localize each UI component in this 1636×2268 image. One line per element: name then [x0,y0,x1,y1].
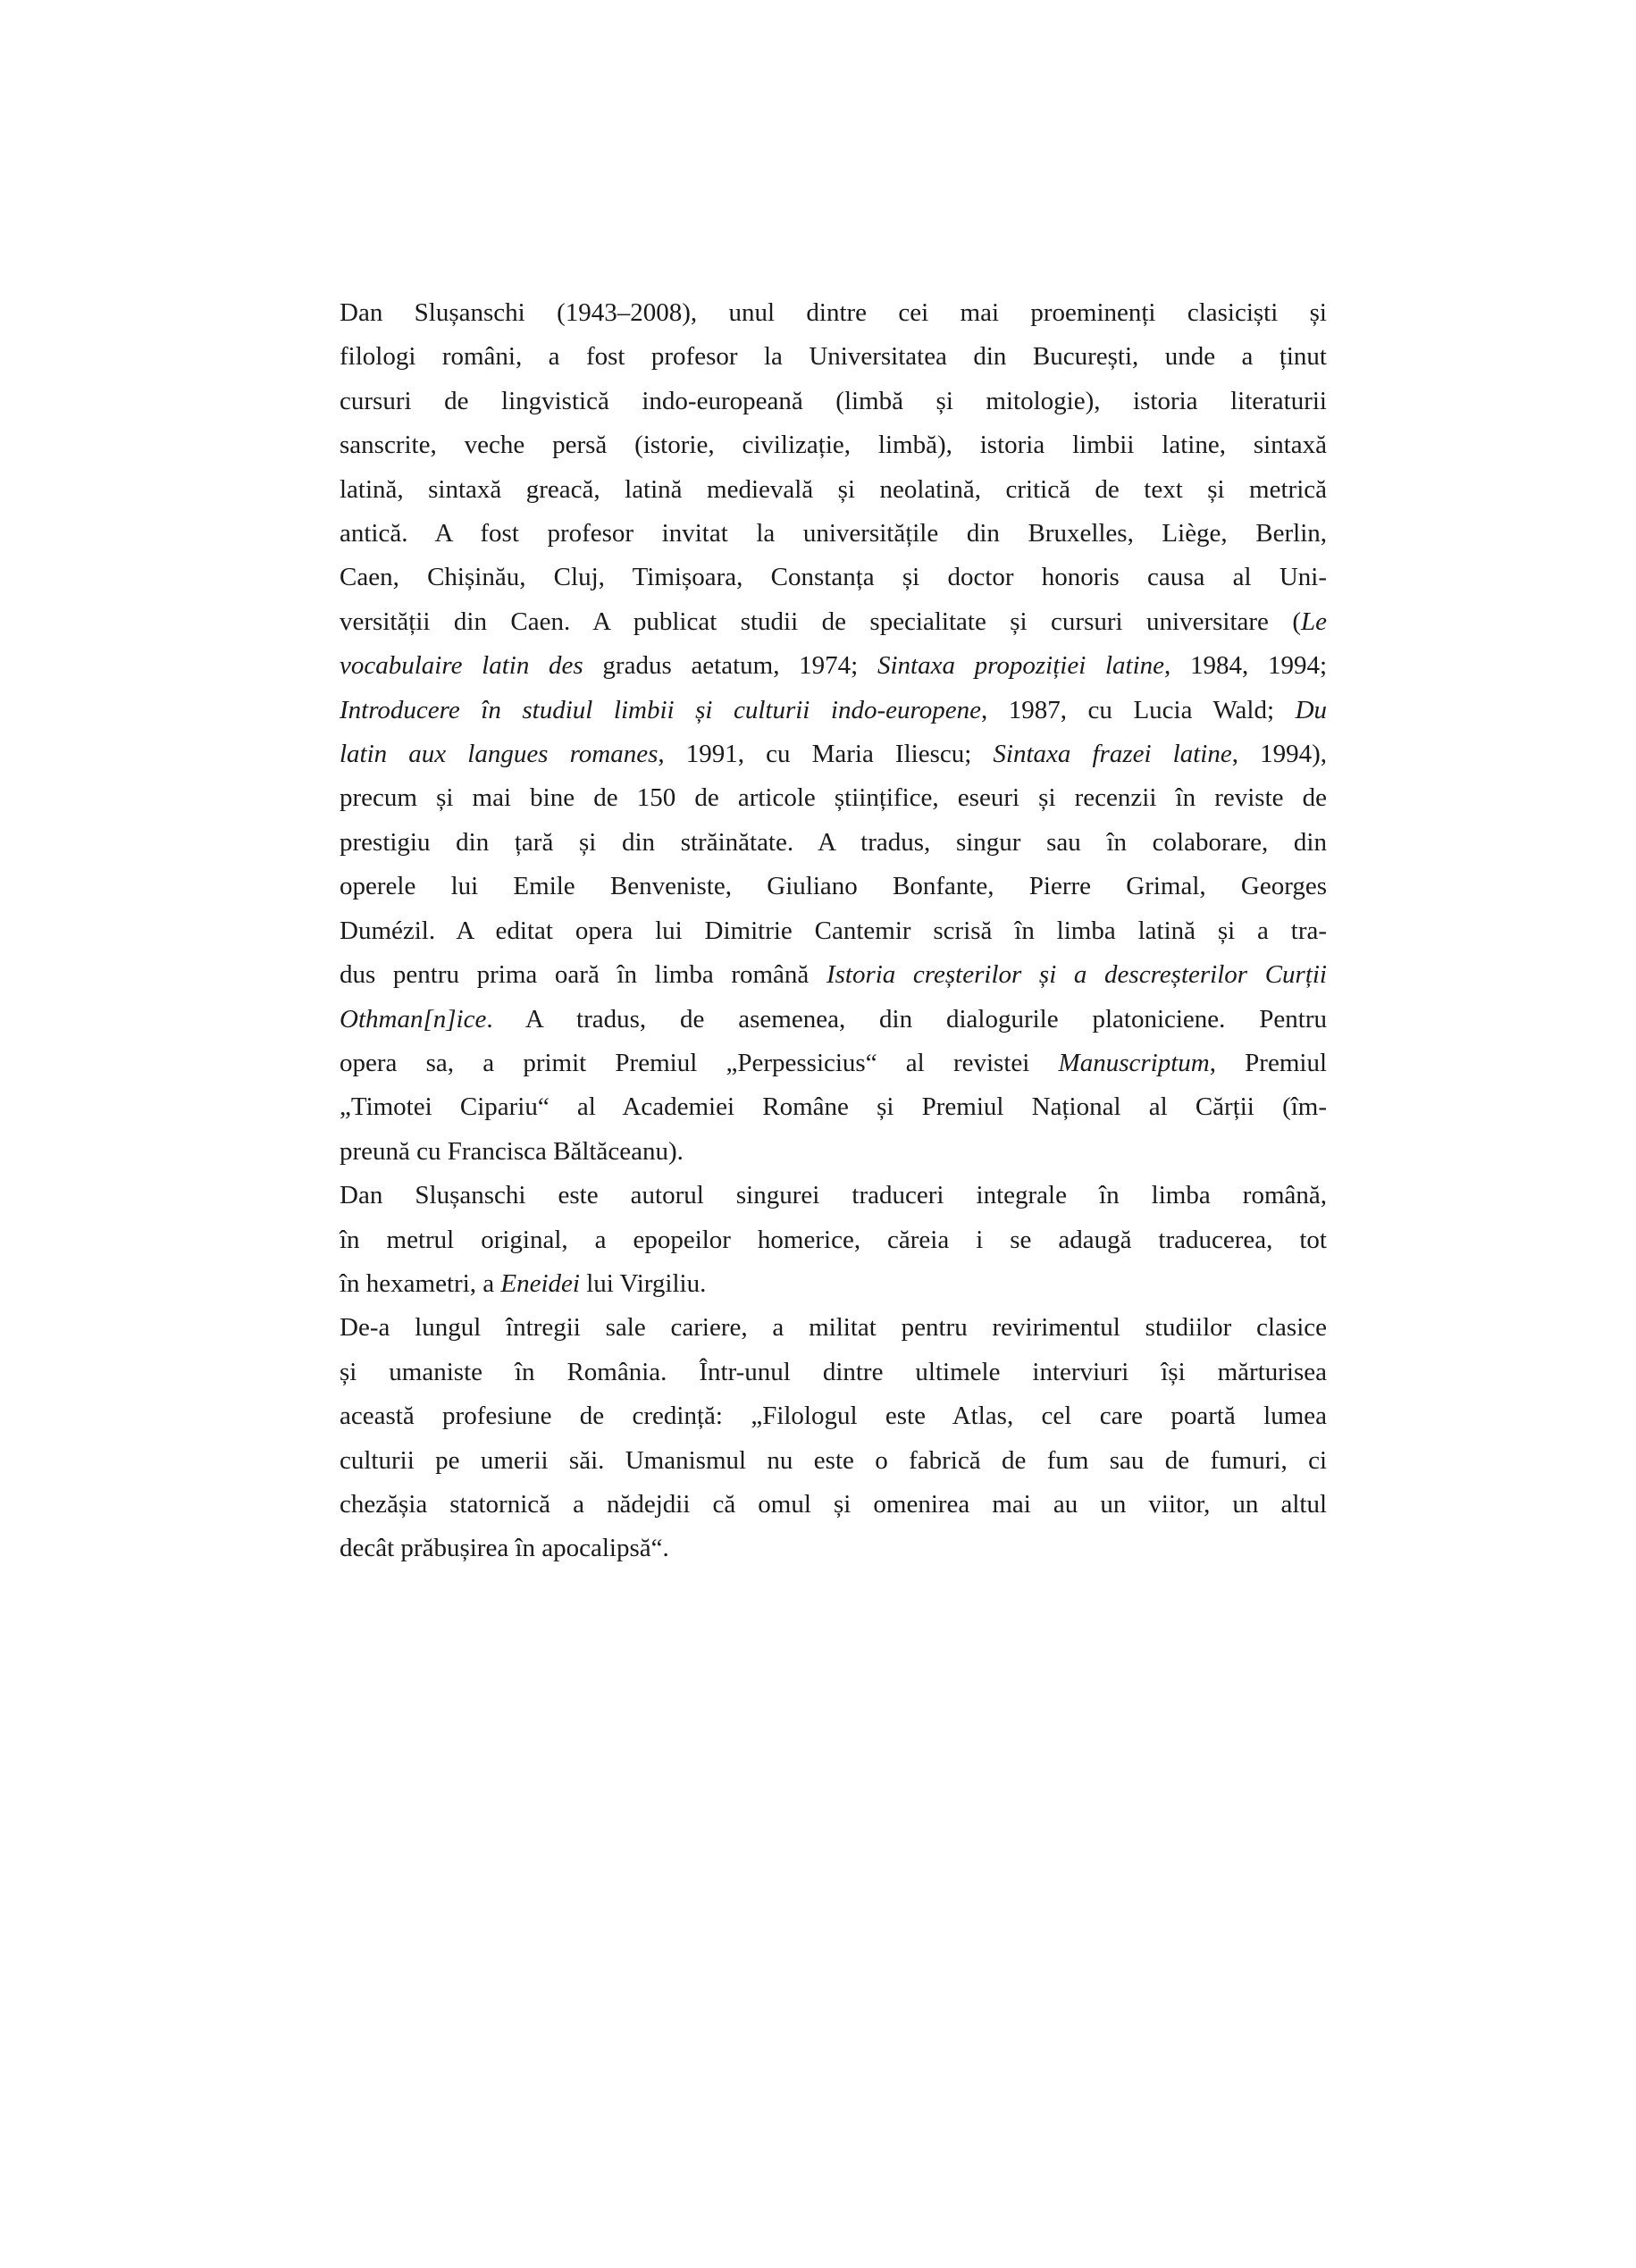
text-run: De-a lungul întregii sale cariere, a militat pentru revirimentul studiilor clasice [340,1313,1327,1343]
text-run: preună cu Francisca Băltăceanu). [340,1136,684,1166]
text-line [340,1483,1327,1527]
text-run: lui Virgiliu. [579,1268,707,1298]
italic-text-run: latin aux langues romanes [340,740,659,769]
text-line [340,909,1327,953]
italic-text-run: Othman[n]ice [340,1004,487,1034]
text-run: , 1991, cu Maria Iliescu; [658,740,994,769]
text-run: în metrul original, a epopeilor homerice, căreia i se adaugă traducerea, tot [340,1225,1327,1254]
text-line [340,865,1327,908]
paragraph [340,291,1327,1174]
text-run: latină, sintaxă greacă, latină medievală și neolatină, critică de text și metrică [340,474,1327,504]
text-run: chezășia statornică a nădejdii că omul și omenirea mai au un viitor, un altul [340,1489,1327,1519]
text-run: operele lui Emile Benveniste, Giuliano Bonfante, Pierre Grimal, Georges [340,872,1327,901]
text-line [340,600,1327,644]
text-line [340,291,1327,335]
text-line [340,1527,1327,1570]
italic-text-run: Du [1295,695,1328,724]
text-line [340,335,1327,379]
text-line [340,380,1327,423]
italic-text-run: vocabulaire latin des [340,651,583,681]
text-run: Dan Slușanschi este autorul singurei traduceri integrale în limba română, [340,1181,1327,1210]
text-run: „Timotei Cipariu“ al Academiei Române și Premiul Național al Cărții (îm- [340,1092,1327,1122]
text-run: opera sa, a primit Premiul „Perpessicius“ al revistei [340,1048,1059,1077]
text-run: , 1987, cu Lucia Wald; [980,695,1296,724]
text-run: filologi români, a fost profesor la Universitatea din București, unde a ținut [340,342,1327,372]
text-line [340,689,1327,732]
paragraph [340,1306,1327,1570]
text-line [340,1439,1327,1483]
italic-text-run: Sintaxa propoziției latine [877,651,1165,681]
text-line [340,512,1327,556]
text-run: cursuri de lingvistică indo-europeană (limbă și mitologie), istoria literaturii [340,386,1327,415]
italic-text-run: Sintaxa frazei latine [993,740,1232,769]
text-run: , 1994), [1231,740,1327,769]
italic-text-run: Eneidei [500,1268,580,1298]
text-line [340,1130,1327,1174]
text-run: sanscrite, veche persă (istorie, civilizație, limbă), istoria limbii latine, sintaxă [340,431,1327,460]
text-line [340,1174,1327,1218]
text-line [340,1218,1327,1262]
text-run: versității din Caen. A publicat studii de specialitate și cursuri universitare ( [340,607,1301,636]
text-line [340,1394,1327,1438]
biography-text-block [340,291,1327,1571]
italic-text-run: Istoria creșterilor și a descreșterilor Curții [826,960,1327,990]
text-line [340,644,1327,688]
text-run: gradus aetatum, 1974; [583,651,877,681]
text-run: culturii pe umerii săi. Umanismul nu este o fabrică de fum sau de fumuri, ci [340,1445,1327,1475]
text-line [340,1262,1327,1306]
text-line [340,1042,1327,1085]
text-line [340,998,1327,1042]
text-line [340,423,1327,467]
text-run: decât prăbușirea în apocalipsă“. [340,1534,669,1563]
text-run: . A tradus, de asemenea, din dialogurile platoniciene. Pentru [486,1004,1327,1034]
text-line [340,1351,1327,1394]
text-run: antică. A fost profesor invitat la universitățile din Bruxelles, Liège, Berlin, [340,519,1327,548]
text-line [340,776,1327,820]
paragraph [340,1174,1327,1306]
italic-text-run: Manuscriptum [1058,1048,1210,1077]
text-run: , Premiul [1209,1048,1327,1077]
italic-text-run: Le [1301,607,1327,636]
text-line [340,468,1327,512]
text-run: Caen, Chișinău, Cluj, Timișoara, Constanța și doctor honoris causa al Uni- [340,563,1327,592]
text-line [340,556,1327,599]
text-line [340,1085,1327,1129]
text-run: în hexametri, a [340,1268,501,1298]
text-line [340,821,1327,865]
text-run: precum și mai bine de 150 de articole științifice, eseuri și recenzii în reviste de [340,783,1327,813]
text-run: dus pentru prima oară în limba română [340,960,826,990]
text-run: și umaniste în România. Într-unul dintre ultimele interviuri își mărturisea [340,1357,1327,1386]
text-line [340,732,1327,776]
text-run: Dan Slușanschi (1943–2008), unul dintre cei mai proeminenți clasiciști și [340,298,1327,327]
text-run: prestigiu din țară și din străinătate. A tradus, singur sau în colaborare, din [340,827,1327,857]
text-line [340,1306,1327,1350]
text-run: , 1984, 1994; [1164,651,1327,681]
text-run: Dumézil. A editat opera lui Dimitrie Cantemir scrisă în limba latină și a tra- [340,916,1327,945]
text-line [340,953,1327,997]
text-run: această profesiune de credință: „Filologul este Atlas, cel care poartă lumea [340,1402,1327,1431]
italic-text-run: Introducere în studiul limbii și culturii indo-europene [340,695,981,724]
